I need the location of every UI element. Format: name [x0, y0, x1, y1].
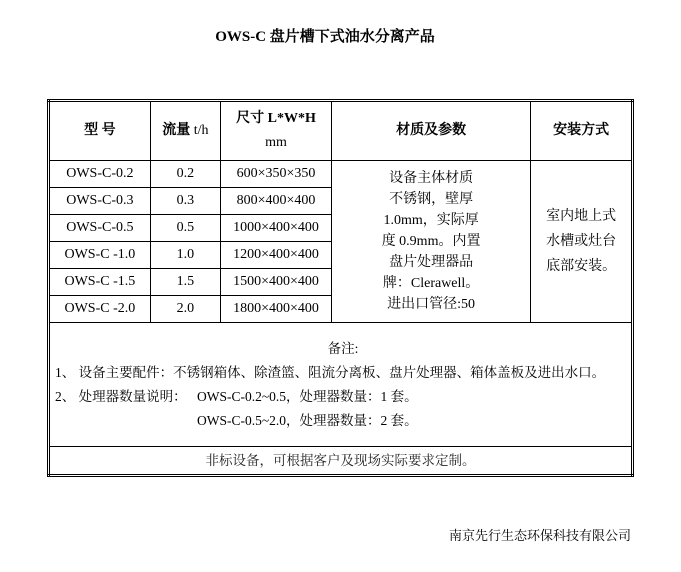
- cell-flow: 1.5: [150, 269, 220, 296]
- cell-size: 600×350×350: [221, 161, 332, 188]
- material-line: 盘片处理器品: [389, 255, 474, 270]
- cell-flow: 0.3: [150, 188, 220, 215]
- cell-size: 1800×400×400: [221, 296, 332, 323]
- cell-size: 800×400×400: [221, 188, 332, 215]
- company-name: 南京先行生态环保科技有限公司: [449, 528, 632, 543]
- cell-flow: 2.0: [150, 296, 220, 323]
- cell-model: OWS-C-0.2: [49, 161, 151, 188]
- note-item-2: [55, 385, 631, 409]
- material-line: 进出口管径:50: [387, 297, 476, 312]
- material-line: 度 0.9mm。内置: [381, 234, 481, 249]
- cell-flow: 1.0: [150, 242, 220, 269]
- header-size: [221, 101, 332, 161]
- notes-title: 备注:: [327, 340, 359, 356]
- install-line: 底部安装。: [546, 259, 617, 274]
- notes-row: [49, 323, 633, 447]
- cell-model: OWS-C -2.0: [49, 296, 151, 323]
- header-size-unit: mm: [265, 135, 287, 150]
- cell-size: 1200×400×400: [221, 242, 332, 269]
- header-flow-unit: t/h: [193, 123, 209, 138]
- header-flow-label: 流量: [162, 123, 191, 138]
- material-line: 不锈钢，壁厚: [389, 192, 474, 207]
- material-line: 牌：Clerawell。: [382, 276, 480, 291]
- header-size-label: 尺寸 L*W*H: [236, 111, 316, 126]
- header-flow: [150, 101, 220, 161]
- cell-model: OWS-C-0.5: [49, 215, 151, 242]
- install-line: 室内地上式: [546, 209, 617, 224]
- notes-cell: [49, 323, 633, 447]
- install-cell: [531, 161, 633, 323]
- cell-size: 1000×400×400: [221, 215, 332, 242]
- header-model: 型 号: [49, 101, 151, 161]
- note-item-2-line-1: OWS-C-0.2~0.5，处理器数量：1 套。: [197, 388, 418, 404]
- cell-size: 1500×400×400: [221, 269, 332, 296]
- footnote-row: [49, 447, 633, 476]
- material-line: 设备主体材质: [389, 171, 474, 186]
- footnote: 非标设备，可根据客户及现场实际要求定制。: [49, 447, 633, 476]
- table-header-row: [49, 101, 633, 161]
- material-cell: [331, 161, 530, 323]
- install-line: 水槽或灶台: [546, 234, 617, 249]
- cell-model: OWS-C -1.0: [49, 242, 151, 269]
- note-item-2-label: 2、 处理器数量说明：: [55, 388, 187, 404]
- cell-flow: 0.2: [150, 161, 220, 188]
- document-title: OWS-C 盘片槽下式油水分离产品: [215, 29, 435, 45]
- table-row: [49, 161, 633, 188]
- cell-model: OWS-C-0.3: [49, 188, 151, 215]
- cell-flow: 0.5: [150, 215, 220, 242]
- header-install: 安装方式: [531, 101, 633, 161]
- material-line: 1.0mm，实际厚: [383, 213, 479, 228]
- note-item-1: 1、 设备主要配件：不锈钢箱体、除渣篮、阻流分离板、盘片处理器、箱体盖板及进出水口。: [55, 364, 606, 380]
- header-material: 材质及参数: [331, 101, 530, 161]
- cell-model: OWS-C -1.5: [49, 269, 151, 296]
- note-item-2-line-2: OWS-C-0.5~2.0，处理器数量：2 套。: [197, 412, 418, 428]
- product-spec-table: [47, 99, 634, 477]
